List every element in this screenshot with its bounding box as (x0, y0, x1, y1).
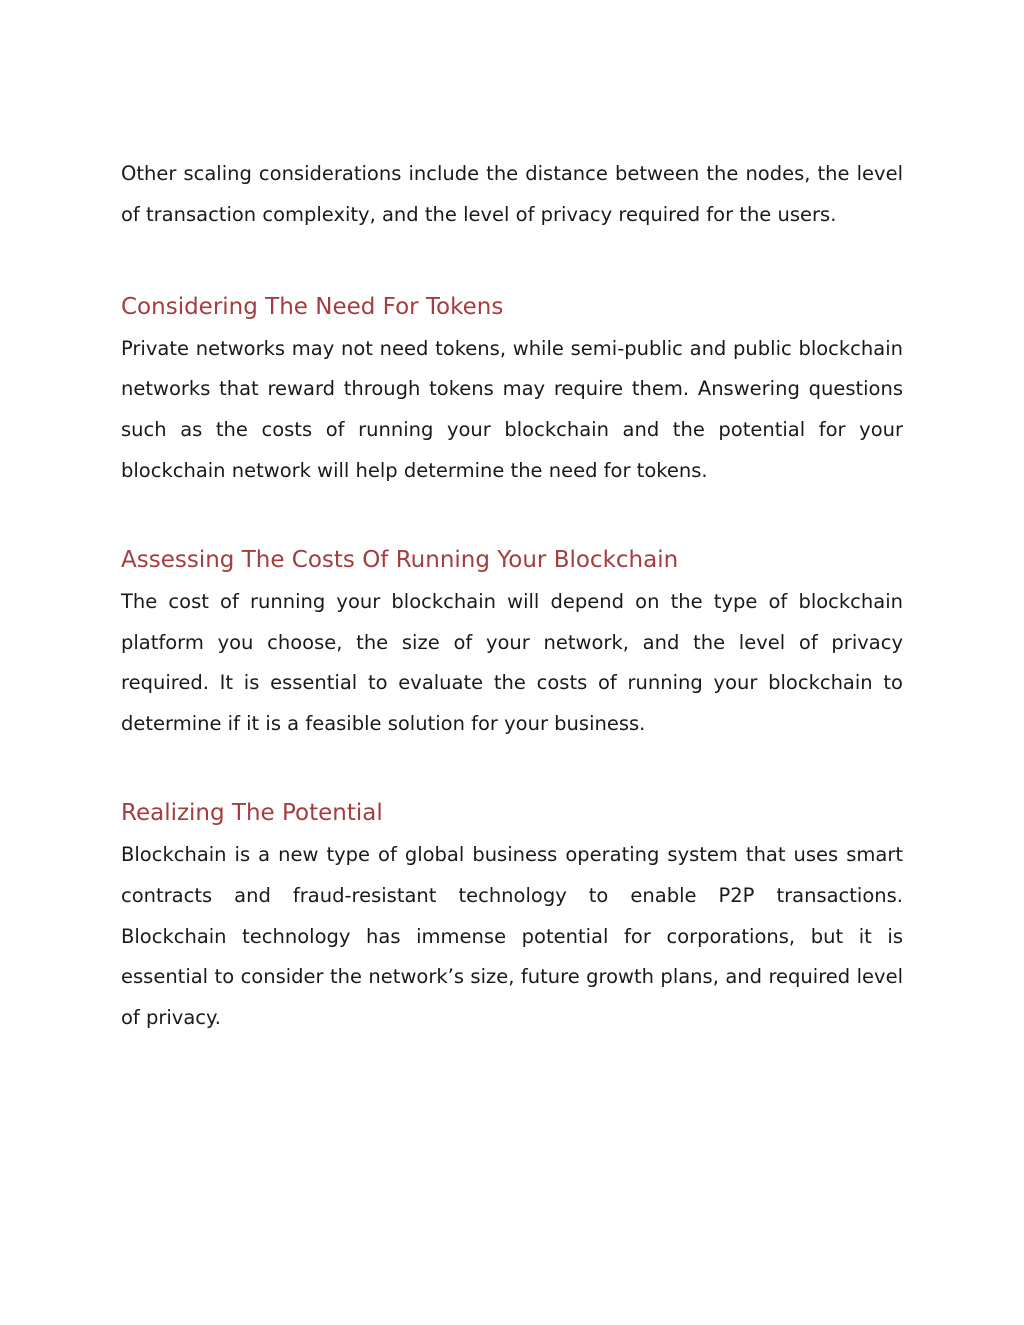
section-body-potential: Blockchain is a new type of global business operating system that uses smart contracts and fraud-resistant technology to enable P2P transactions. Blockchain technology has immense potential for corporations, but it is essential to consider the network’s size, future growth plans, and required level of privacy. (121, 842, 903, 1030)
section-heading-potential: Realizing The Potential (121, 799, 383, 826)
section-body-tokens: Private networks may not need tokens, while semi-public and public blockchain networks that reward through tokens may require them. Answering questions such as the costs of running your blockchain and the potential for your blockchain network will help determine the need for tokens. (121, 336, 903, 482)
document-page (121, 154, 903, 1039)
section-body-costs: The cost of running your blockchain will depend on the type of blockchain platform you choose, the size of your network, and the level of privacy required. It is essential to evaluate the costs of running your blockchain to determine if it is a feasible solution for your business. (121, 589, 903, 736)
intro-paragraph: Other scaling considerations include the distance between the nodes, the level of transaction complexity, and the level of privacy required for the users. (121, 162, 903, 226)
section-heading-costs: Assessing The Costs Of Running Your Blockchain (121, 546, 679, 573)
section-heading-tokens: Considering The Need For Tokens (121, 293, 504, 320)
